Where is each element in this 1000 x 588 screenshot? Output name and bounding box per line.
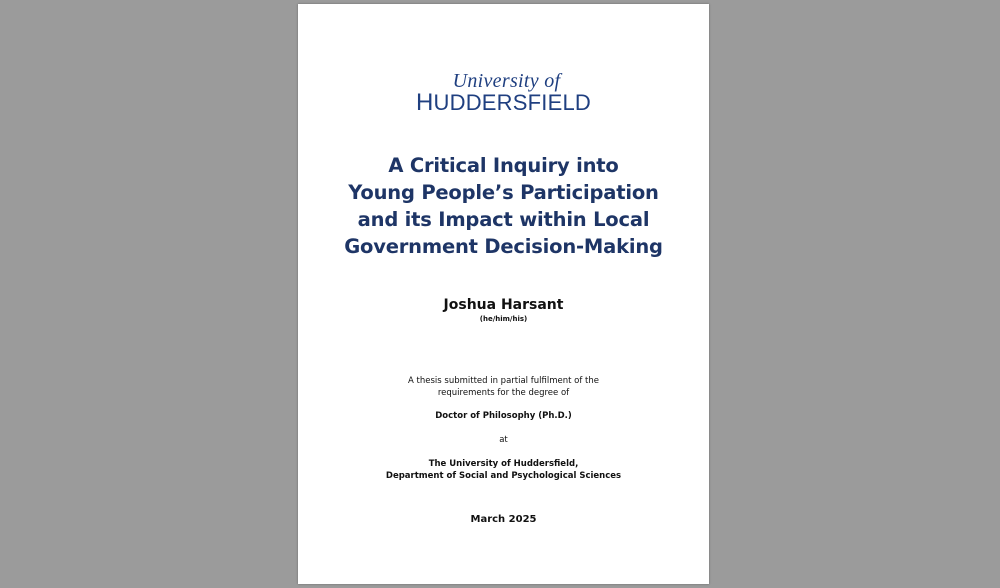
submission-date: March 2025 xyxy=(470,514,537,525)
logo-line-huddersfield xyxy=(298,89,709,116)
institution-line-1: The University of Huddersfield, xyxy=(428,459,579,469)
logo-line-university-of: University of xyxy=(452,70,561,92)
submission-line-2: requirements for the degree of xyxy=(437,388,570,398)
author-pronouns: (he/him/his) xyxy=(479,315,528,323)
institution-line-2: Department of Social and Psychological Sciences xyxy=(385,471,622,481)
submission-line-1: A thesis submitted in partial fulfilment of the xyxy=(408,376,599,386)
degree-name: Doctor of Philosophy (Ph.D.) xyxy=(435,411,572,421)
title-line: Young People’s Participation xyxy=(348,181,659,204)
title-line: A Critical Inquiry into xyxy=(388,154,619,177)
thesis-title xyxy=(298,152,709,260)
logo-initial: H xyxy=(416,89,434,116)
title-line: Government Decision-Making xyxy=(344,235,663,258)
logo-rest: UDDERSFIELD xyxy=(433,90,591,115)
author-name: Joshua Harsant xyxy=(443,297,564,313)
document-page xyxy=(298,4,709,584)
title-line: and its Impact within Local xyxy=(357,208,650,231)
at-text: at xyxy=(499,435,508,445)
university-logo xyxy=(298,70,709,114)
